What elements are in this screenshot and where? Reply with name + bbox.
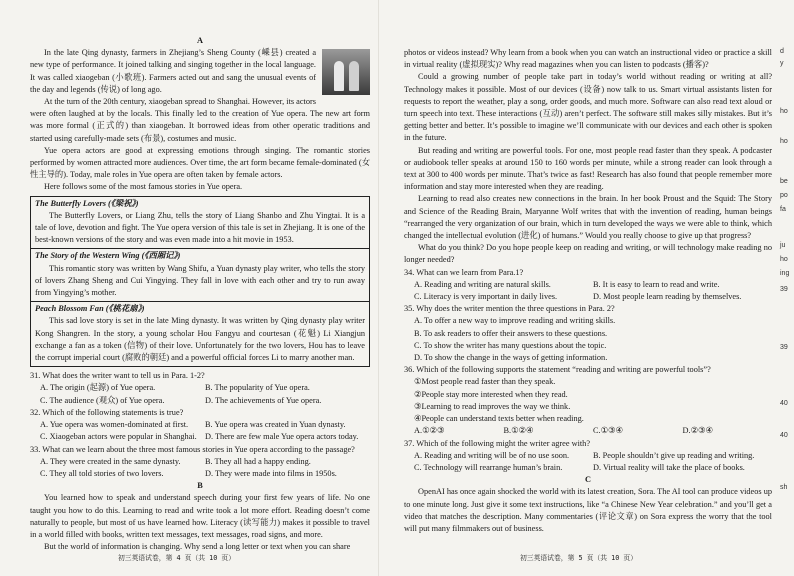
- option: B.①②④: [503, 426, 534, 436]
- question-36: 36. Which of the following supports the statement “reading and writing are powerful tools”?: [404, 365, 711, 375]
- paragraph: photos or videos instead? Why learn from a book when you can watch an instructional video or practice a skill in virtual reality (虚拟现实)? Why read magazines when you can listen to podcasts (播客)?: [404, 48, 772, 70]
- question-37: 37. Which of the following might the writer agree with?: [404, 438, 591, 448]
- story-item: [31, 197, 369, 249]
- edge-fragment: po: [780, 192, 788, 199]
- edge-fragment: ho: [780, 138, 788, 145]
- option: D. There are few male Yue opera actors today.: [205, 432, 359, 442]
- story-text: This sad love story is set in the late Ming dynasty. It was written by Qing dynasty play writer Kong Shangren. In the story, a young scholar Hou Fangyu and courtesan (花魁) Li Xiangjun exchange a fan as a token (信物) of their love. Unfortunately for the two lovers, Hou has to leave the corrupt imperial court (腐败的朝廷) and a powerful official forces Li to marry another man.: [35, 316, 365, 363]
- paragraph: At the turn of the 20th century, xiaogeban spread to Shanghai. However, its actors were often laughed at by the locals. This finally led to the creation of Yue opera. The new art form was more formal (正式的) than xiaogeban. It borrowed ideas from other operatic traditions and started using carefully-made sets (布景), costumes and music.: [30, 97, 370, 143]
- edge-fragment: ju: [780, 242, 786, 249]
- option: A. To offer a new way to improve reading and writing skills.: [414, 316, 616, 326]
- option: D. Virtual reality will take the place of books.: [593, 462, 745, 472]
- statement-item: ④People can understand texts better when reading.: [414, 414, 584, 424]
- paragraph: What do you think? Do you hope people keep on reading and writing, or will technology make reading no longer needed?: [404, 243, 772, 265]
- left-page-footer: 初三英语试卷，第 4 页（共 10 页）: [118, 554, 236, 562]
- paragraph: But the world of information is changing. Why send a long letter or text when you can share: [44, 542, 351, 552]
- option: B. To ask readers to offer their answers to these questions.: [414, 328, 608, 338]
- option: D. To show the change in the ways of getting information.: [414, 353, 608, 363]
- option: B. People shouldn’t give up reading and writing.: [593, 450, 755, 460]
- paragraph: Yue opera actors are good at expressing emotions through singing. The romantic stories performed by women attracted more audiences. Over time, the art form became female-dominated (女性主导的). Today, male roles in Yue opera are often taken by female actors.: [30, 145, 370, 180]
- option: A.①②③: [414, 426, 445, 436]
- paragraph: Here follows some of the most famous stories in Yue opera.: [44, 182, 243, 192]
- question-34: 34. What can we learn from Para.1?: [404, 267, 524, 277]
- option: C. The audience (观众) of Yue opera.: [40, 395, 165, 405]
- question-31-options: [30, 382, 370, 406]
- option: B. It is easy to learn to read and write.: [593, 279, 720, 289]
- story-item: [31, 248, 369, 301]
- left-page: [30, 0, 370, 576]
- page-gutter: [378, 0, 379, 576]
- story-title: The Butterfly Lovers (《梁祝》): [35, 198, 139, 208]
- question-33-options: [30, 456, 370, 480]
- edge-fragment: 40: [780, 432, 788, 439]
- question-33: 33. What can we learn about the three most famous stories in Yue opera according to the passage?: [30, 444, 355, 454]
- question-32: 32. Which of the following statements is true?: [30, 407, 184, 417]
- option: A. The origin (起源) of Yue opera.: [40, 383, 156, 393]
- option: C. Xiaogeban actors were popular in Shanghai.: [40, 432, 197, 442]
- paragraph: You learned how to speak and understand speech during your first few years of life. No one taught you how to do this. Learning to read and write took a lot more effort. Reading doesn’t come naturally to people, but most of us have learned how. Literacy (读写能力) makes it possible to travel in a world filled with books, written text messages, text messages, road signs, and more.: [30, 493, 370, 539]
- option: C. They all told stories of two lovers.: [40, 468, 164, 478]
- right-page-footer: 初三英语试卷，第 5 页（共 10 页）: [520, 554, 638, 562]
- edge-fragment: 39: [780, 344, 788, 351]
- option: D. Most people learn reading by themselves.: [593, 292, 742, 302]
- edge-fragment: d: [780, 48, 784, 55]
- option: A. Reading and writing are natural skills.: [414, 279, 551, 289]
- section-c-heading: C: [585, 475, 591, 485]
- edge-fragment: ing: [780, 270, 790, 277]
- statement-item: ①Most people read faster than they speak.: [414, 377, 556, 387]
- opera-figure: [334, 61, 344, 91]
- question-31: 31. What does the writer want to tell us in Para. 1-2?: [30, 371, 205, 381]
- story-title: Peach Blossom Fan (《桃花扇》): [35, 304, 145, 314]
- option: C. Technology will rearrange human’s brain.: [414, 462, 563, 472]
- stories-box: [30, 196, 370, 368]
- edge-fragment: sh: [780, 484, 788, 491]
- question-32-options: [30, 419, 370, 443]
- paragraph: Learning to read also creates new connections in the brain. In her book Proust and the Squid: The Story and Science of the Reading Brain, Maryanne Wolf writes that with the invention of reading, human beings “rearranged the very organization of our brain, which in turn developed the ways we were able to think, which changed the intellectual evolution (进化) of humans.” Would you really choose to give up that progress?: [404, 194, 772, 241]
- edge-fragment: y: [780, 60, 784, 67]
- statement-item: ③Learning to read improves the way we think.: [414, 401, 571, 411]
- edge-fragment: ho: [780, 108, 788, 115]
- option: A. Yue opera was women-dominated at first.: [40, 420, 189, 430]
- yue-opera-photo: [322, 49, 370, 95]
- option: B. Yue opera was created in Yuan dynasty.: [205, 420, 346, 430]
- option: A. Reading and writing will be of no use soon.: [414, 450, 570, 460]
- question-34-options: [404, 279, 772, 303]
- story-item: [31, 301, 369, 366]
- option: D. They were made into films in 1950s.: [205, 468, 337, 478]
- option: B. The popularity of Yue opera.: [205, 383, 310, 393]
- option: C. Literacy is very important in daily lives.: [414, 292, 558, 302]
- section-a-heading: A: [197, 36, 203, 45]
- statement-item: ②People stay more interested when they read.: [414, 389, 568, 399]
- edge-fragment: be: [780, 178, 788, 185]
- option: C.①③④: [593, 426, 623, 436]
- option: D.②③④: [682, 426, 713, 436]
- question-36-options: [404, 425, 772, 437]
- story-text: This romantic story was written by Wang Shifu, a Yuan dynasty play writer, who tells the story of lovers Zhang Sheng and Cui Yingying. They fall in love with each other and try to run away from Yingying’s mother.: [35, 263, 365, 298]
- section-b-heading: B: [197, 481, 203, 491]
- opera-figure: [349, 61, 359, 91]
- option: C. To show the writer has many questions about the topic.: [414, 340, 607, 350]
- option: B. They all had a happy ending.: [205, 456, 311, 466]
- edge-fragment: ho: [780, 256, 788, 263]
- question-35: 35. Why does the writer mention the three questions in Para. 2?: [404, 304, 615, 314]
- story-text: The Butterfly Lovers, or Liang Zhu, tells the story of Liang Shanbo and Zhu Yingtai. It is a tale of love, devotion and fight. The Yue opera version of this tale is set in Zhejiang. It is one of the best-known versions of the story and was even made into a hit movie in 1953.: [35, 210, 365, 245]
- paragraph: In the late Qing dynasty, farmers in Zhejiang’s Sheng County (嵊县) created a new type of performance. It joined talking and singing together in the local language. It was called xiaogeban (小歌班). Farmers acted out and sang the unusual events of the day and legends (传说) of long ago.: [30, 48, 316, 94]
- right-page: [404, 0, 772, 576]
- paragraph: But reading and writing are powerful tools. For one, most people read faster than they speak. A podcaster or audiobook teller speaks at around 150 to 160 words per minute, while a strong reader can look through a text at 300 to 400 words per minute. That’s twice as fast! Research has also found that people remember more information and stay more interested when they are reading.: [404, 145, 772, 192]
- edge-fragment: 39: [780, 286, 788, 293]
- question-37-options: [404, 450, 772, 474]
- edge-fragment: 40: [780, 400, 788, 407]
- option: D. The achievements of Yue opera.: [205, 395, 322, 405]
- option: A. They were created in the same dynasty.: [40, 456, 181, 466]
- story-title: The Story of the Western Wing (《西厢记》): [35, 251, 181, 261]
- paragraph: OpenAI has once again shocked the world with its latest creation, Sora. The AI tool can produce videos up to one minute long. Just give it some text instructions, like “a Chinese New Year celebration.” and you’ll get a video that matches the description. Many commentaries (评论文章) on Sora express the worry that the tool will put many filmmakers out of business.: [404, 487, 772, 533]
- paragraph: Could a growing number of people take part in today’s world without reading or writing at all? Technology makes it possible. Most of our devices (设备) now talk to us. Smart virtual assistants listen for requests to report the weather, play a song, order goods, and much more. Software can also read text aloud or turn speech into text. These interactions (互动) aren’t perfect. The software still makes silly mistakes. But it’s getting better and better. It’s possible to imagine we’ll communicate with our devices and each other is spoken in the future.: [404, 72, 772, 143]
- edge-fragment: fa: [780, 206, 786, 213]
